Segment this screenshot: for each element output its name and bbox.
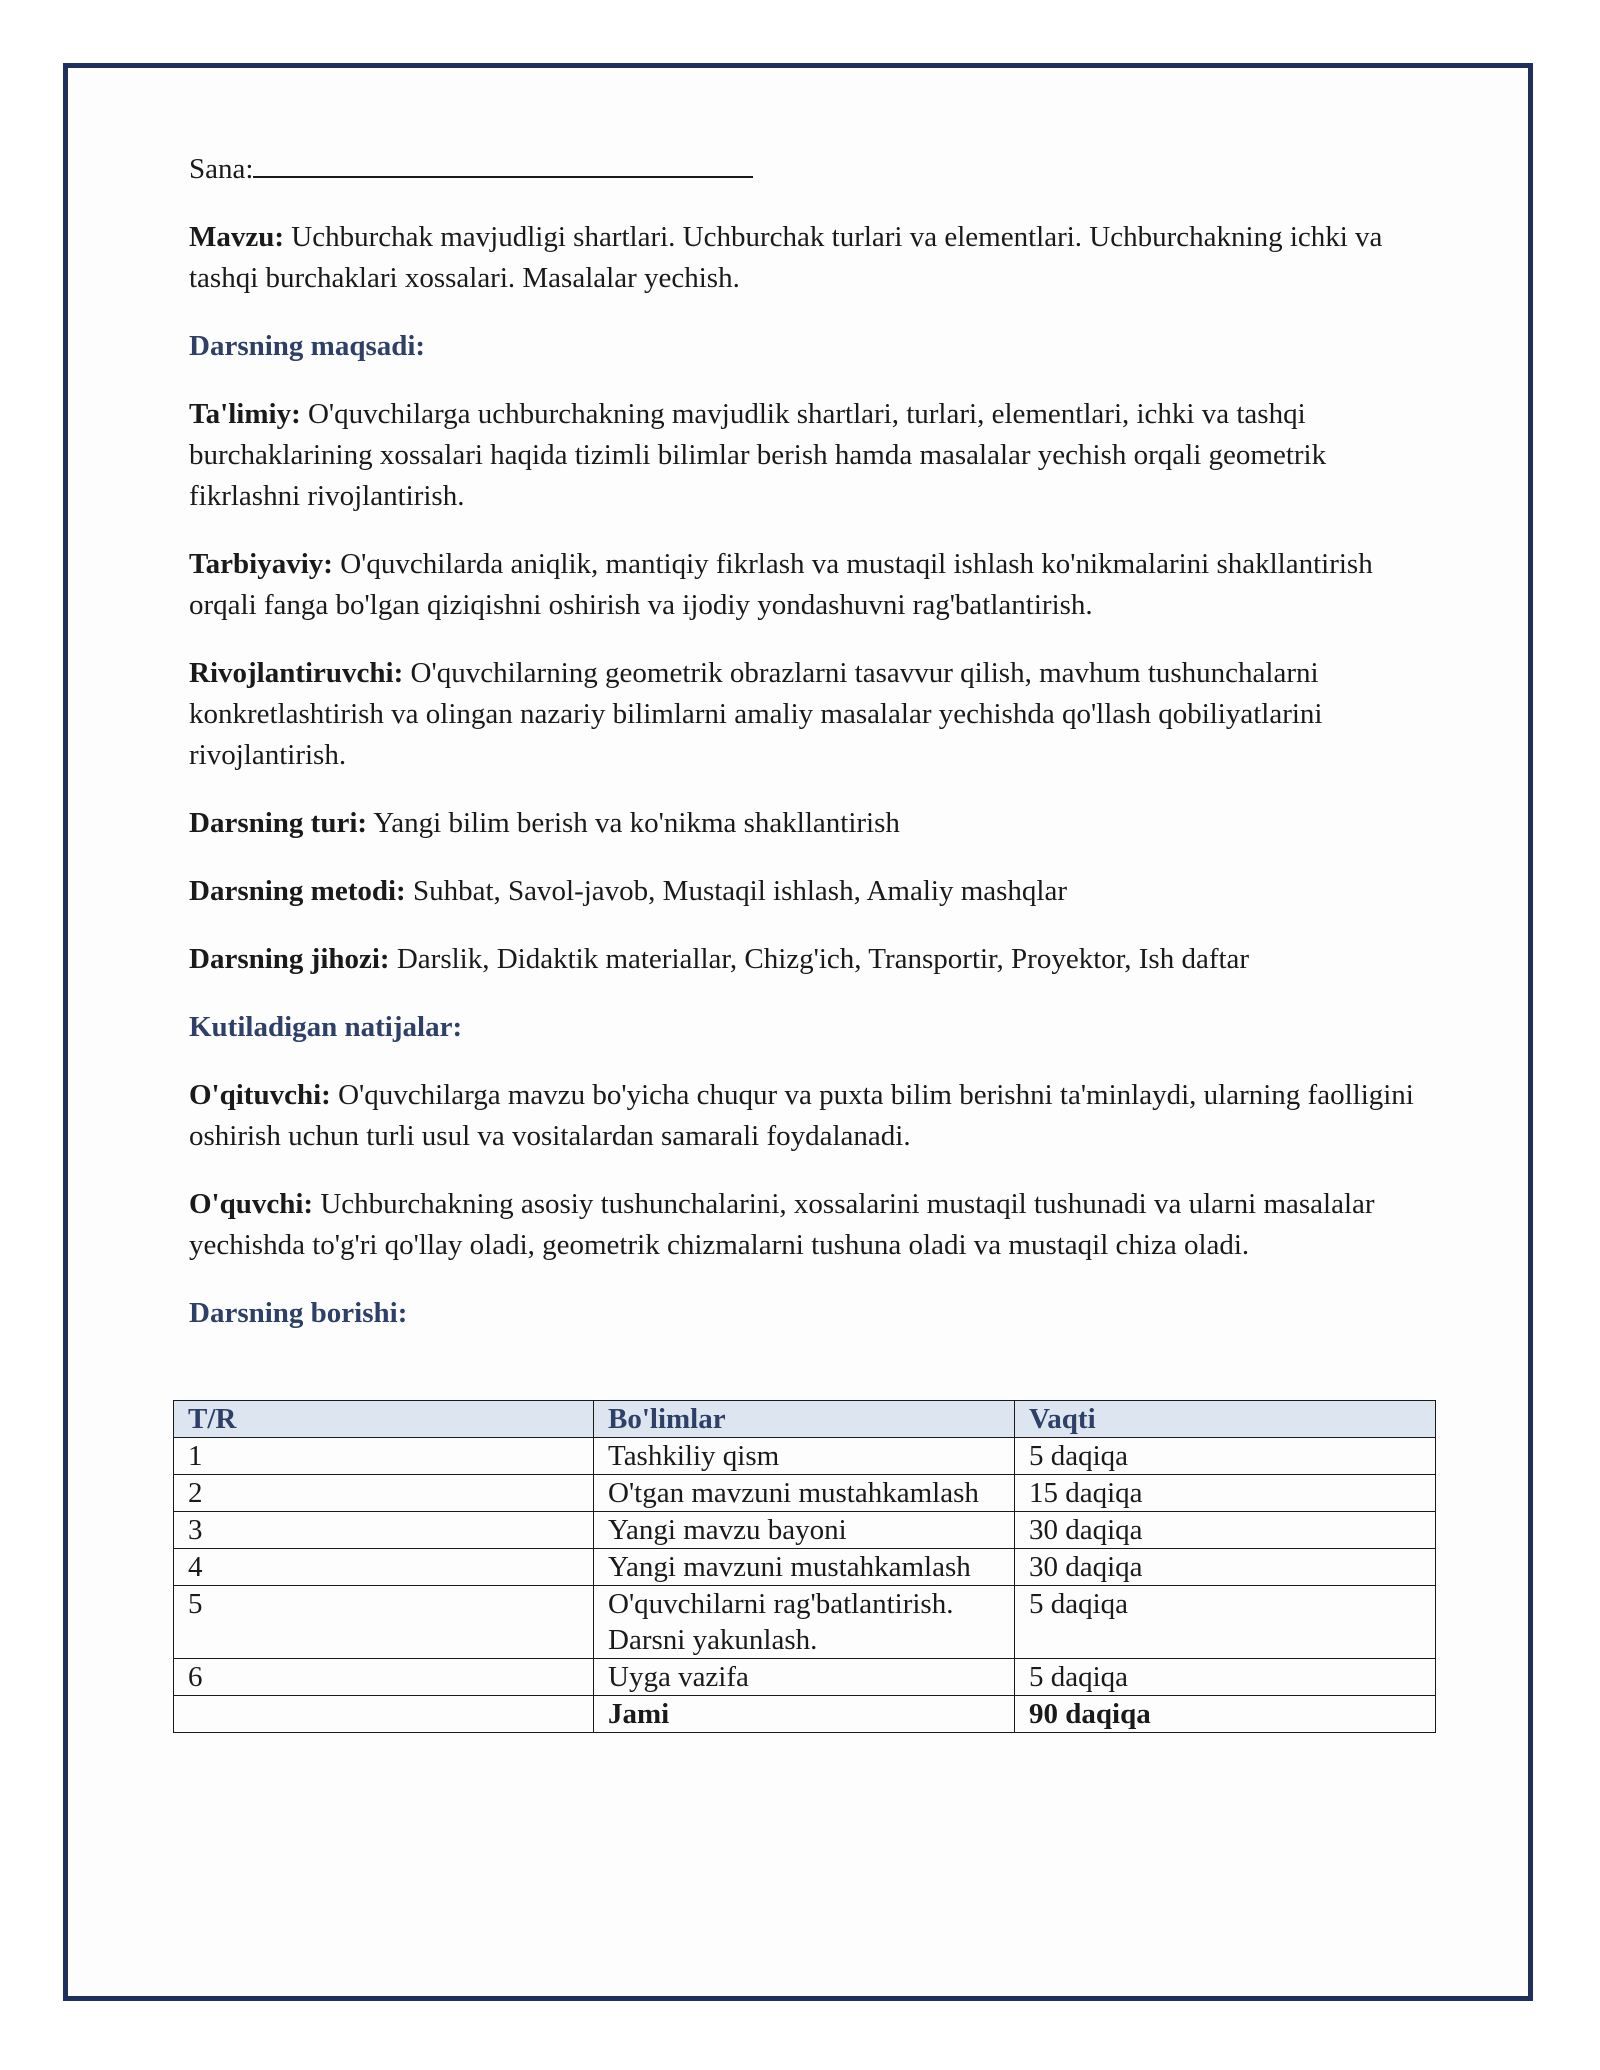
- educational-goal-paragraph: [189, 394, 1444, 517]
- upbringing-goal-text: O'quvchilarda aniqlik, mantiqiy fikrlash va mustaqil ishlash ko'nikmalarini shakllantirish orqali fanga bo'lgan qiziqishni oshirish va ijodiy yondashuvni rag'batlantirish.: [189, 548, 1373, 621]
- topic-text: Uchburchak mavjudligi shartlari. Uchburchak turlari va elementlari. Uchburchakning ichki va tashqi burchaklari xossalari. Masalalar yechish.: [189, 221, 1383, 294]
- row-number: 6: [174, 1659, 594, 1696]
- lesson-equipment-label: Darsning jihozi:: [189, 943, 390, 975]
- date-label: Sana:: [189, 153, 254, 185]
- table-row: [174, 1586, 1436, 1659]
- column-header-time: Vaqti: [1015, 1401, 1436, 1438]
- lesson-method-text: Suhbat, Savol-javob, Mustaqil ishlash, Amaliy mashqlar: [412, 875, 1068, 907]
- lesson-progress-heading: Darsning borishi:: [189, 1297, 408, 1329]
- row-section: Yangi mavzuni mustahkamlash: [594, 1549, 1015, 1586]
- lesson-type-paragraph: [189, 803, 1444, 844]
- row-time: 5 daqiqa: [1015, 1586, 1436, 1659]
- row-time: 15 daqiqa: [1015, 1475, 1436, 1512]
- lesson-method-paragraph: [189, 871, 1444, 912]
- row-number: 3: [174, 1512, 594, 1549]
- date-line: [189, 148, 1444, 190]
- row-number: 5: [174, 1586, 594, 1659]
- lesson-equipment-text: Darslik, Didaktik materiallar, Chizg'ich, Transportir, Proyektor, Ish daftar: [396, 943, 1250, 975]
- row-time: 5 daqiqa: [1015, 1659, 1436, 1696]
- lesson-equipment-paragraph: [189, 939, 1444, 980]
- topic-paragraph: [189, 217, 1444, 299]
- student-result-label: O'quvchi:: [189, 1188, 314, 1220]
- row-number: 2: [174, 1475, 594, 1512]
- lesson-type-label: Darsning turi:: [189, 807, 368, 839]
- developmental-goal-paragraph: [189, 653, 1444, 776]
- table-row: [174, 1512, 1436, 1549]
- table-total-row: [174, 1696, 1436, 1733]
- teacher-result-label: O'qituvchi:: [189, 1079, 331, 1111]
- lesson-method-label: Darsning metodi:: [189, 875, 406, 907]
- total-time: 90 daqiqa: [1015, 1696, 1436, 1733]
- table-header-row: [174, 1401, 1436, 1438]
- row-section: Yangi mavzu bayoni: [594, 1512, 1015, 1549]
- column-header-number: T/R: [174, 1401, 594, 1438]
- row-number: 1: [174, 1438, 594, 1475]
- row-time: 30 daqiqa: [1015, 1512, 1436, 1549]
- date-blank-line: [253, 148, 753, 178]
- goals-heading: Darsning maqsadi:: [189, 330, 426, 362]
- expected-results-heading: Kutiladigan natijalar:: [189, 1011, 463, 1043]
- column-header-sections: Bo'limlar: [594, 1401, 1015, 1438]
- row-section: Tashkiliy qism: [594, 1438, 1015, 1475]
- row-time: 30 daqiqa: [1015, 1549, 1436, 1586]
- total-label: Jami: [594, 1696, 1015, 1733]
- lesson-plan-body: [189, 148, 1444, 1361]
- row-section: O'tgan mavzuni mustahkamlash: [594, 1475, 1015, 1512]
- row-number: 4: [174, 1549, 594, 1586]
- lesson-type-text: Yangi bilim berish va ko'nikma shakllantirish: [373, 807, 900, 839]
- table-row: [174, 1659, 1436, 1696]
- lesson-progress-table: [173, 1400, 1436, 1733]
- developmental-goal-text: O'quvchilarning geometrik obrazlarni tasavvur qilish, mavhum tushunchalarni konkretlashtirish va olingan nazariy bilimlarni amaliy masalalar yechishda qo'llash qobiliyatlarini rivojlantirish.: [189, 657, 1323, 771]
- developmental-goal-label: Rivojlantiruvchi:: [189, 657, 404, 689]
- row-section: Uyga vazifa: [594, 1659, 1015, 1696]
- educational-goal-label: Ta'limiy:: [189, 398, 301, 430]
- row-section: O'quvchilarni rag'batlantirish. Darsni yakunlash.: [594, 1586, 1015, 1659]
- teacher-result-paragraph: [189, 1075, 1444, 1157]
- table-row: [174, 1438, 1436, 1475]
- student-result-paragraph: [189, 1184, 1444, 1266]
- table-row: [174, 1475, 1436, 1512]
- educational-goal-text: O'quvchilarga uchburchakning mavjudlik shartlari, turlari, elementlari, ichki va tashqi burchaklarining xossalari haqida tizimli bilimlar berish hamda masalalar yechish orqali geometrik fikrlashni rivojlantirish.: [189, 398, 1327, 512]
- upbringing-goal-label: Tarbiyaviy:: [189, 548, 333, 580]
- teacher-result-text: O'quvchilarga mavzu bo'yicha chuqur va puxta bilim berishni ta'minlaydi, ularning faolligini oshirish uchun turli usul va vositalardan samarali foydalanadi.: [189, 1079, 1414, 1152]
- table-row: [174, 1549, 1436, 1586]
- upbringing-goal-paragraph: [189, 544, 1444, 626]
- topic-label: Mavzu:: [189, 221, 285, 253]
- total-number: [174, 1696, 594, 1733]
- row-time: 5 daqiqa: [1015, 1438, 1436, 1475]
- student-result-text: Uchburchakning asosiy tushunchalarini, xossalarini mustaqil tushunadi va ularni masalalar yechishda to'g'ri qo'llay oladi, geometrik chizmalarni tushuna oladi va mustaqil chiza oladi.: [189, 1188, 1375, 1261]
